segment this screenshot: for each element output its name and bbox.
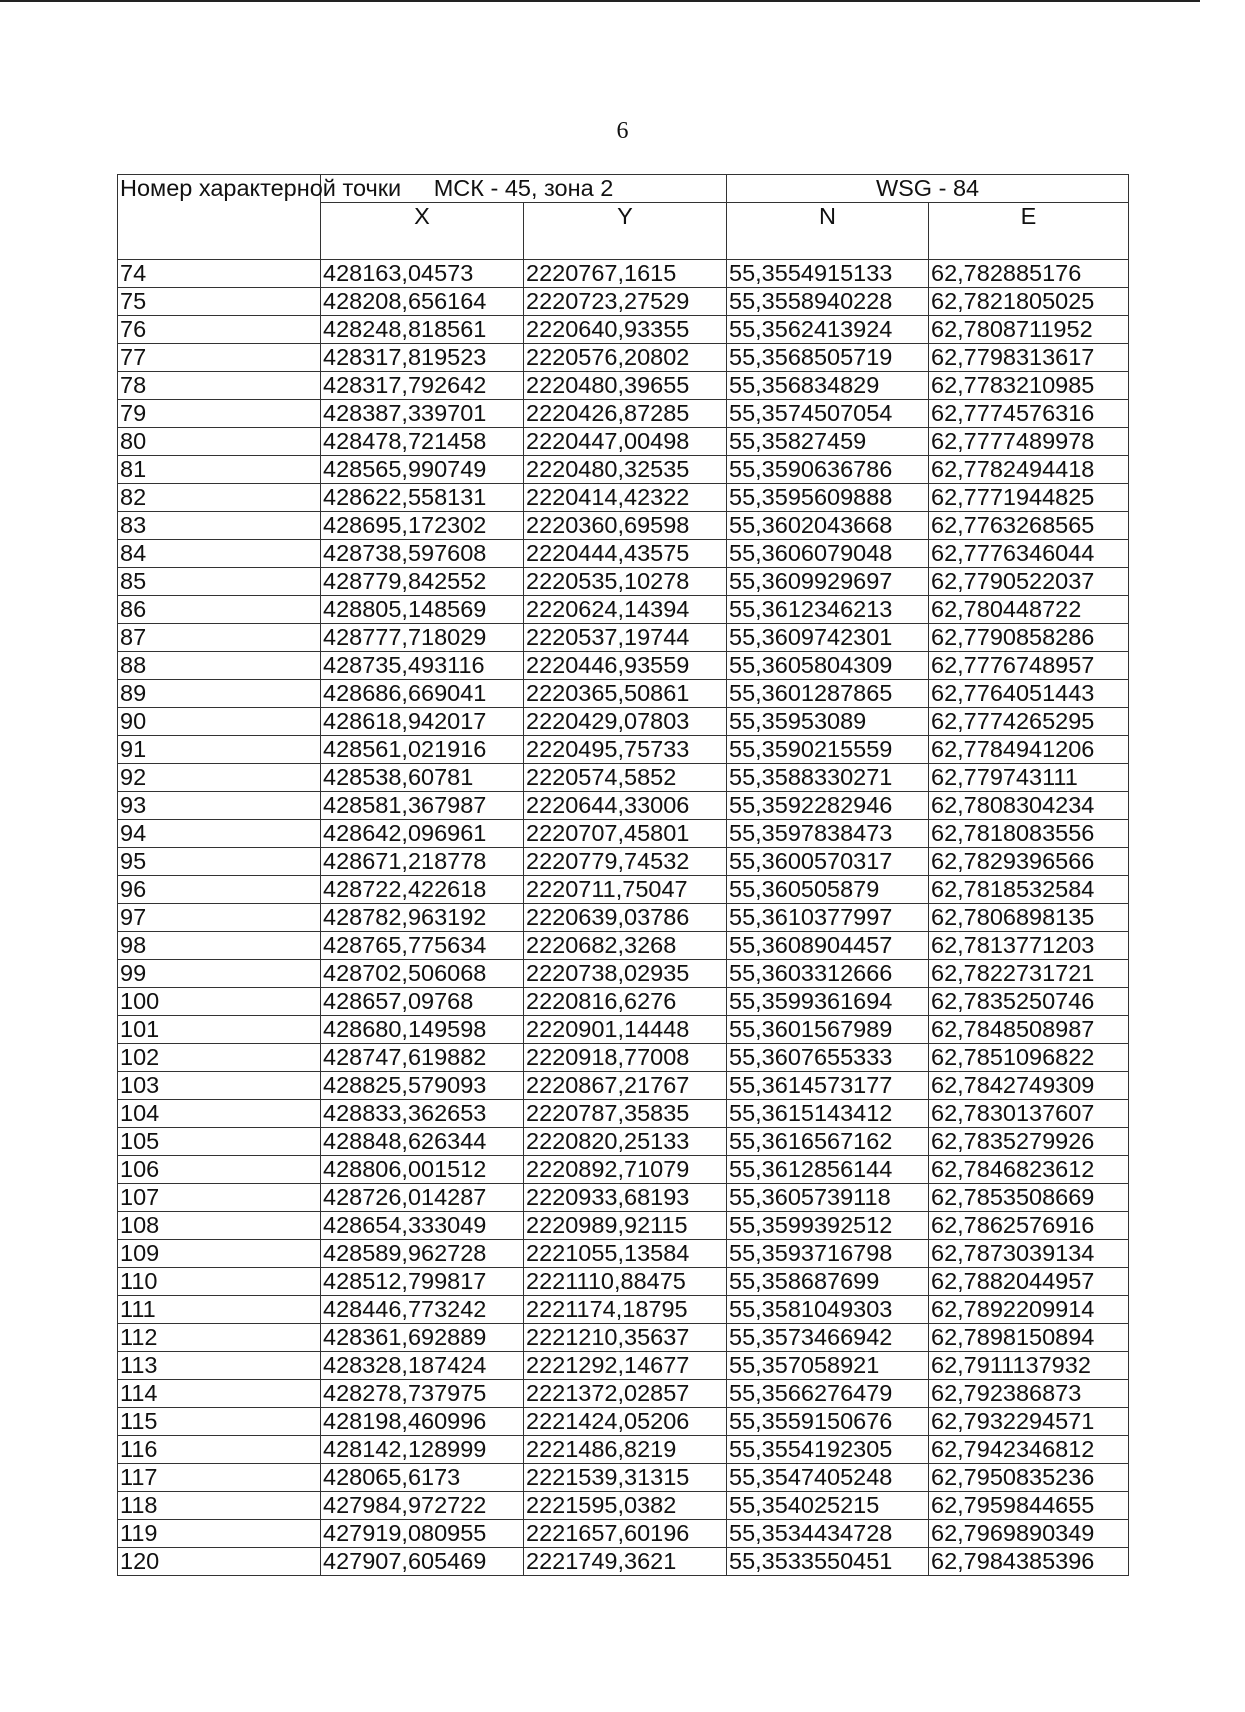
x-cell: 428622,558131 (321, 484, 524, 512)
header-msk-group: МСК - 45, зона 2 (321, 175, 727, 203)
table-row (118, 344, 1129, 372)
y-cell: 2220535,10278 (524, 568, 727, 596)
n-cell: 55,3612346213 (727, 596, 929, 624)
y-cell: 2220816,6276 (524, 988, 727, 1016)
n-cell: 55,3605739118 (727, 1184, 929, 1212)
n-cell: 55,358687699 (727, 1268, 929, 1296)
x-cell: 428328,187424 (321, 1352, 524, 1380)
y-cell: 2221595,0382 (524, 1492, 727, 1520)
table-row (118, 792, 1129, 820)
table-row (118, 372, 1129, 400)
e-cell: 62,7853508669 (929, 1184, 1129, 1212)
x-cell: 427907,605469 (321, 1548, 524, 1576)
e-cell: 62,7790522037 (929, 568, 1129, 596)
x-cell: 428618,942017 (321, 708, 524, 736)
x-cell: 428512,799817 (321, 1268, 524, 1296)
y-cell: 2220480,39655 (524, 372, 727, 400)
e-cell: 62,7776748957 (929, 652, 1129, 680)
x-cell: 428782,963192 (321, 904, 524, 932)
x-cell: 428208,656164 (321, 288, 524, 316)
table-row (118, 1016, 1129, 1044)
n-cell: 55,3533550451 (727, 1548, 929, 1576)
n-cell: 55,360505879 (727, 876, 929, 904)
e-cell: 62,7846823612 (929, 1156, 1129, 1184)
coordinates-table (117, 174, 1129, 1576)
n-cell: 55,3590215559 (727, 736, 929, 764)
y-cell: 2221055,13584 (524, 1240, 727, 1268)
point-number-cell: 94 (118, 820, 321, 848)
y-cell: 2221372,02857 (524, 1380, 727, 1408)
point-number-cell: 99 (118, 960, 321, 988)
x-cell: 427919,080955 (321, 1520, 524, 1548)
x-cell: 428387,339701 (321, 400, 524, 428)
table-row (118, 484, 1129, 512)
e-cell: 62,7882044957 (929, 1268, 1129, 1296)
point-number-cell: 96 (118, 876, 321, 904)
x-cell: 428561,021916 (321, 736, 524, 764)
e-cell: 62,7774265295 (929, 708, 1129, 736)
y-cell: 2220867,21767 (524, 1072, 727, 1100)
x-cell: 428361,692889 (321, 1324, 524, 1352)
y-cell: 2220738,02935 (524, 960, 727, 988)
point-number-cell: 111 (118, 1296, 321, 1324)
table-row (118, 1324, 1129, 1352)
n-cell: 55,3593716798 (727, 1240, 929, 1268)
point-number-cell: 82 (118, 484, 321, 512)
n-cell: 55,3590636786 (727, 456, 929, 484)
e-cell: 62,7911137932 (929, 1352, 1129, 1380)
n-cell: 55,3599361694 (727, 988, 929, 1016)
point-number-cell: 107 (118, 1184, 321, 1212)
e-cell: 62,7813771203 (929, 932, 1129, 960)
point-number-cell: 79 (118, 400, 321, 428)
table-row (118, 540, 1129, 568)
y-cell: 2220682,3268 (524, 932, 727, 960)
e-cell: 62,7784941206 (929, 736, 1129, 764)
n-cell: 55,3614573177 (727, 1072, 929, 1100)
x-cell: 428642,096961 (321, 820, 524, 848)
x-cell: 428589,962728 (321, 1240, 524, 1268)
point-number-cell: 92 (118, 764, 321, 792)
n-cell: 55,357058921 (727, 1352, 929, 1380)
point-number-cell: 91 (118, 736, 321, 764)
e-cell: 62,780448722 (929, 596, 1129, 624)
point-number-cell: 120 (118, 1548, 321, 1576)
y-cell: 2221486,8219 (524, 1436, 727, 1464)
table-row (118, 1156, 1129, 1184)
n-cell: 55,3568505719 (727, 344, 929, 372)
n-cell: 55,35827459 (727, 428, 929, 456)
point-number-cell: 116 (118, 1436, 321, 1464)
point-number-cell: 81 (118, 456, 321, 484)
y-cell: 2220446,93559 (524, 652, 727, 680)
y-cell: 2220480,32535 (524, 456, 727, 484)
point-number-cell: 106 (118, 1156, 321, 1184)
e-cell: 62,7830137607 (929, 1100, 1129, 1128)
e-cell: 62,7798313617 (929, 344, 1129, 372)
table-row (118, 260, 1129, 288)
table-row (118, 848, 1129, 876)
x-cell: 428198,460996 (321, 1408, 524, 1436)
table-row (118, 1128, 1129, 1156)
table-row (118, 1100, 1129, 1128)
point-number-cell: 88 (118, 652, 321, 680)
x-cell: 428478,721458 (321, 428, 524, 456)
x-cell: 428702,506068 (321, 960, 524, 988)
n-cell: 55,354025215 (727, 1492, 929, 1520)
table-row (118, 1184, 1129, 1212)
n-cell: 55,3581049303 (727, 1296, 929, 1324)
table-row (118, 1520, 1129, 1548)
point-number-cell: 119 (118, 1520, 321, 1548)
point-number-cell: 103 (118, 1072, 321, 1100)
x-cell: 428747,619882 (321, 1044, 524, 1072)
y-cell: 2220901,14448 (524, 1016, 727, 1044)
y-cell: 2220624,14394 (524, 596, 727, 624)
table-row (118, 568, 1129, 596)
y-cell: 2221292,14677 (524, 1352, 727, 1380)
table-row (118, 428, 1129, 456)
n-cell: 55,3601287865 (727, 680, 929, 708)
x-cell: 428278,737975 (321, 1380, 524, 1408)
e-cell: 62,7950835236 (929, 1464, 1129, 1492)
x-cell: 428317,792642 (321, 372, 524, 400)
table-row (118, 1240, 1129, 1268)
n-cell: 55,3588330271 (727, 764, 929, 792)
x-cell: 428779,842552 (321, 568, 524, 596)
e-cell: 62,7821805025 (929, 288, 1129, 316)
e-cell: 62,7942346812 (929, 1436, 1129, 1464)
n-cell: 55,3601567989 (727, 1016, 929, 1044)
y-cell: 2220767,1615 (524, 260, 727, 288)
header-e: E (929, 203, 1129, 260)
table-row (118, 1044, 1129, 1072)
e-cell: 62,7892209914 (929, 1296, 1129, 1324)
x-cell: 428777,718029 (321, 624, 524, 652)
e-cell: 62,7782494418 (929, 456, 1129, 484)
e-cell: 62,779743111 (929, 764, 1129, 792)
e-cell: 62,7959844655 (929, 1492, 1129, 1520)
table-row (118, 932, 1129, 960)
n-cell: 55,3615143412 (727, 1100, 929, 1128)
n-cell: 55,3616567162 (727, 1128, 929, 1156)
n-cell: 55,3559150676 (727, 1408, 929, 1436)
point-number-cell: 112 (118, 1324, 321, 1352)
point-number-cell: 114 (118, 1380, 321, 1408)
point-number-cell: 89 (118, 680, 321, 708)
e-cell: 62,7848508987 (929, 1016, 1129, 1044)
header-row-groups (118, 175, 1129, 203)
y-cell: 2221174,18795 (524, 1296, 727, 1324)
e-cell: 62,7822731721 (929, 960, 1129, 988)
x-cell: 428163,04573 (321, 260, 524, 288)
point-number-cell: 74 (118, 260, 321, 288)
header-y: Y (524, 203, 727, 260)
n-cell: 55,3603312666 (727, 960, 929, 988)
table-row (118, 764, 1129, 792)
y-cell: 2221110,88475 (524, 1268, 727, 1296)
e-cell: 62,7873039134 (929, 1240, 1129, 1268)
y-cell: 2220537,19744 (524, 624, 727, 652)
n-cell: 55,3605804309 (727, 652, 929, 680)
point-number-cell: 104 (118, 1100, 321, 1128)
e-cell: 62,7932294571 (929, 1408, 1129, 1436)
x-cell: 428726,014287 (321, 1184, 524, 1212)
point-number-cell: 118 (118, 1492, 321, 1520)
y-cell: 2220429,07803 (524, 708, 727, 736)
e-cell: 62,792386873 (929, 1380, 1129, 1408)
y-cell: 2220639,03786 (524, 904, 727, 932)
n-cell: 55,3608904457 (727, 932, 929, 960)
e-cell: 62,7808711952 (929, 316, 1129, 344)
x-cell: 428833,362653 (321, 1100, 524, 1128)
y-cell: 2221424,05206 (524, 1408, 727, 1436)
y-cell: 2220892,71079 (524, 1156, 727, 1184)
point-number-cell: 87 (118, 624, 321, 652)
n-cell: 55,3610377997 (727, 904, 929, 932)
n-cell: 55,35953089 (727, 708, 929, 736)
point-number-cell: 102 (118, 1044, 321, 1072)
table-header (118, 175, 1129, 260)
point-number-cell: 100 (118, 988, 321, 1016)
point-number-cell: 105 (118, 1128, 321, 1156)
e-cell: 62,7771944825 (929, 484, 1129, 512)
point-number-cell: 93 (118, 792, 321, 820)
x-cell: 428848,626344 (321, 1128, 524, 1156)
table-row (118, 316, 1129, 344)
y-cell: 2220640,93355 (524, 316, 727, 344)
e-cell: 62,7862576916 (929, 1212, 1129, 1240)
n-cell: 55,3607655333 (727, 1044, 929, 1072)
e-cell: 62,7969890349 (929, 1520, 1129, 1548)
e-cell: 62,7790858286 (929, 624, 1129, 652)
point-number-cell: 86 (118, 596, 321, 624)
point-number-cell: 75 (118, 288, 321, 316)
n-cell: 55,3592282946 (727, 792, 929, 820)
x-cell: 428581,367987 (321, 792, 524, 820)
table-row (118, 652, 1129, 680)
table-row (118, 624, 1129, 652)
y-cell: 2220414,42322 (524, 484, 727, 512)
point-number-cell: 85 (118, 568, 321, 596)
x-cell: 428065,6173 (321, 1464, 524, 1492)
n-cell: 55,3554915133 (727, 260, 929, 288)
e-cell: 62,7842749309 (929, 1072, 1129, 1100)
table-row (118, 596, 1129, 624)
x-cell: 428248,818561 (321, 316, 524, 344)
e-cell: 62,7777489978 (929, 428, 1129, 456)
table-row (118, 1492, 1129, 1520)
x-cell: 428446,773242 (321, 1296, 524, 1324)
point-number-cell: 84 (118, 540, 321, 568)
table-row (118, 1548, 1129, 1576)
n-cell: 55,3606079048 (727, 540, 929, 568)
y-cell: 2220426,87285 (524, 400, 727, 428)
e-cell: 62,7806898135 (929, 904, 1129, 932)
table-row (118, 1408, 1129, 1436)
y-cell: 2220644,33006 (524, 792, 727, 820)
header-n: N (727, 203, 929, 260)
y-cell: 2221657,60196 (524, 1520, 727, 1548)
table-row (118, 1296, 1129, 1324)
n-cell: 55,3609929697 (727, 568, 929, 596)
y-cell: 2220989,92115 (524, 1212, 727, 1240)
table-body (118, 260, 1129, 1576)
n-cell: 55,3566276479 (727, 1380, 929, 1408)
x-cell: 428657,09768 (321, 988, 524, 1016)
x-cell: 428654,333049 (321, 1212, 524, 1240)
n-cell: 55,3554192305 (727, 1436, 929, 1464)
e-cell: 62,7774576316 (929, 400, 1129, 428)
e-cell: 62,7818532584 (929, 876, 1129, 904)
e-cell: 62,7808304234 (929, 792, 1129, 820)
y-cell: 2220707,45801 (524, 820, 727, 848)
x-cell: 427984,972722 (321, 1492, 524, 1520)
point-number-cell: 109 (118, 1240, 321, 1268)
y-cell: 2221210,35637 (524, 1324, 727, 1352)
n-cell: 55,3595609888 (727, 484, 929, 512)
y-cell: 2220365,50861 (524, 680, 727, 708)
x-cell: 428565,990749 (321, 456, 524, 484)
n-cell: 55,3597838473 (727, 820, 929, 848)
page-number: 6 (616, 118, 629, 144)
y-cell: 2221539,31315 (524, 1464, 727, 1492)
table-row (118, 1464, 1129, 1492)
y-cell: 2220444,43575 (524, 540, 727, 568)
x-cell: 428680,149598 (321, 1016, 524, 1044)
top-border-line (0, 0, 1200, 2)
header-point-number: Номер характерной точки (118, 175, 321, 260)
x-cell: 428735,493116 (321, 652, 524, 680)
e-cell: 62,7829396566 (929, 848, 1129, 876)
x-cell: 428722,422618 (321, 876, 524, 904)
e-cell: 62,7776346044 (929, 540, 1129, 568)
point-number-cell: 76 (118, 316, 321, 344)
y-cell: 2220723,27529 (524, 288, 727, 316)
y-cell: 2220576,20802 (524, 344, 727, 372)
table-row (118, 876, 1129, 904)
table-row (118, 456, 1129, 484)
table-row (118, 708, 1129, 736)
n-cell: 55,3599392512 (727, 1212, 929, 1240)
e-cell: 62,7763268565 (929, 512, 1129, 540)
table-row (118, 1436, 1129, 1464)
table-row (118, 820, 1129, 848)
x-cell: 428805,148569 (321, 596, 524, 624)
y-cell: 2220711,75047 (524, 876, 727, 904)
e-cell: 62,782885176 (929, 260, 1129, 288)
x-cell: 428538,60781 (321, 764, 524, 792)
point-number-cell: 108 (118, 1212, 321, 1240)
n-cell: 55,356834829 (727, 372, 929, 400)
n-cell: 55,3600570317 (727, 848, 929, 876)
table-row (118, 1268, 1129, 1296)
x-cell: 428806,001512 (321, 1156, 524, 1184)
y-cell: 2220779,74532 (524, 848, 727, 876)
x-cell: 428686,669041 (321, 680, 524, 708)
y-cell: 2220787,35835 (524, 1100, 727, 1128)
n-cell: 55,3574507054 (727, 400, 929, 428)
point-number-cell: 95 (118, 848, 321, 876)
n-cell: 55,3602043668 (727, 512, 929, 540)
n-cell: 55,3562413924 (727, 316, 929, 344)
y-cell: 2220933,68193 (524, 1184, 727, 1212)
table-row (118, 736, 1129, 764)
point-number-cell: 98 (118, 932, 321, 960)
point-number-cell: 77 (118, 344, 321, 372)
point-number-cell: 115 (118, 1408, 321, 1436)
y-cell: 2220574,5852 (524, 764, 727, 792)
y-cell: 2220918,77008 (524, 1044, 727, 1072)
point-number-cell: 83 (118, 512, 321, 540)
x-cell: 428695,172302 (321, 512, 524, 540)
point-number-cell: 113 (118, 1352, 321, 1380)
table-row (118, 1352, 1129, 1380)
e-cell: 62,7764051443 (929, 680, 1129, 708)
y-cell: 2221749,3621 (524, 1548, 727, 1576)
y-cell: 2220447,00498 (524, 428, 727, 456)
e-cell: 62,7898150894 (929, 1324, 1129, 1352)
point-number-cell: 78 (118, 372, 321, 400)
table-row (118, 988, 1129, 1016)
x-cell: 428738,597608 (321, 540, 524, 568)
table-row (118, 1380, 1129, 1408)
point-number-cell: 117 (118, 1464, 321, 1492)
table-row (118, 904, 1129, 932)
n-cell: 55,3547405248 (727, 1464, 929, 1492)
n-cell: 55,3609742301 (727, 624, 929, 652)
point-number-cell: 80 (118, 428, 321, 456)
e-cell: 62,7835279926 (929, 1128, 1129, 1156)
n-cell: 55,3558940228 (727, 288, 929, 316)
x-cell: 428317,819523 (321, 344, 524, 372)
y-cell: 2220820,25133 (524, 1128, 727, 1156)
header-wgs-group: WSG - 84 (727, 175, 1129, 203)
x-cell: 428671,218778 (321, 848, 524, 876)
table-row (118, 400, 1129, 428)
e-cell: 62,7783210985 (929, 372, 1129, 400)
table-row (118, 680, 1129, 708)
point-number-cell: 110 (118, 1268, 321, 1296)
y-cell: 2220360,69598 (524, 512, 727, 540)
x-cell: 428765,775634 (321, 932, 524, 960)
table-row (118, 1212, 1129, 1240)
x-cell: 428825,579093 (321, 1072, 524, 1100)
header-x: X (321, 203, 524, 260)
point-number-cell: 90 (118, 708, 321, 736)
table-row (118, 288, 1129, 316)
y-cell: 2220495,75733 (524, 736, 727, 764)
point-number-cell: 97 (118, 904, 321, 932)
point-number-cell: 101 (118, 1016, 321, 1044)
n-cell: 55,3573466942 (727, 1324, 929, 1352)
e-cell: 62,7835250746 (929, 988, 1129, 1016)
n-cell: 55,3612856144 (727, 1156, 929, 1184)
table-row (118, 512, 1129, 540)
e-cell: 62,7818083556 (929, 820, 1129, 848)
table-row (118, 960, 1129, 988)
x-cell: 428142,128999 (321, 1436, 524, 1464)
e-cell: 62,7984385396 (929, 1548, 1129, 1576)
table-row (118, 1072, 1129, 1100)
n-cell: 55,3534434728 (727, 1520, 929, 1548)
e-cell: 62,7851096822 (929, 1044, 1129, 1072)
